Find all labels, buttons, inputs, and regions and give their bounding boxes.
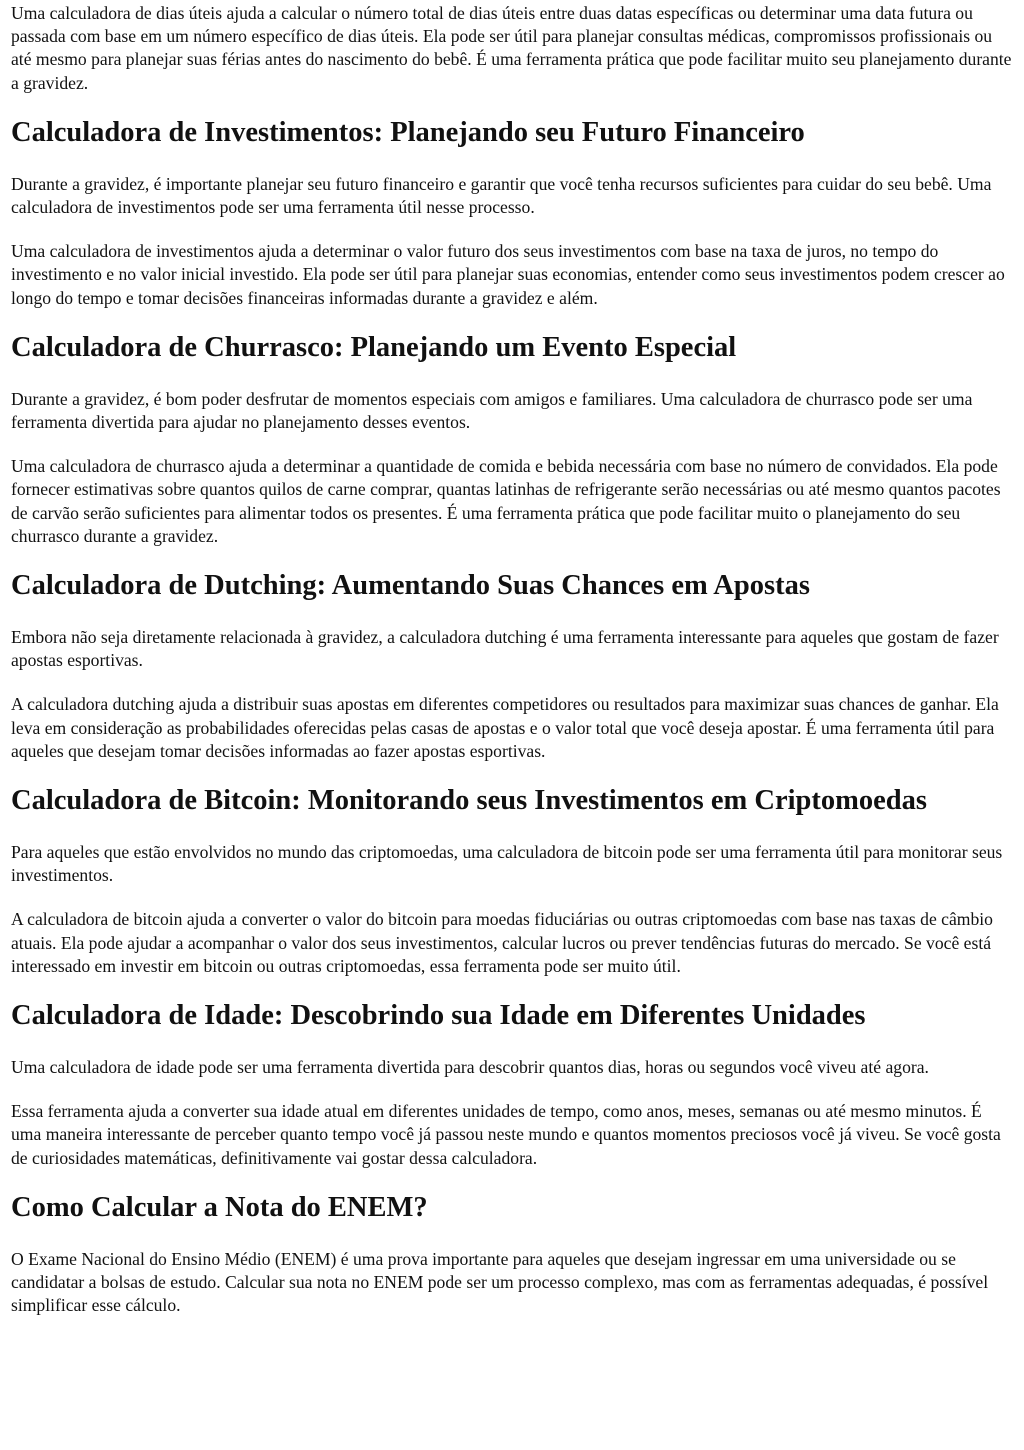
paragraph: Durante a gravidez, é importante planejar seu futuro financeiro e garantir que você tenha recursos suficientes para cuidar do seu bebê. Uma calculadora de investimentos pode ser uma ferramenta útil nesse processo.: [11, 173, 992, 218]
paragraph: Embora não seja diretamente relacionada à gravidez, a calculadora dutching é uma ferramenta interessante para aqueles que gostam de fazer apostas esportivas.: [11, 627, 999, 671]
intro-paragraph: Uma calculadora de dias úteis ajuda a calcular o número total de dias úteis entre duas datas específicas ou determinar uma data futura ou passada com base em um número específico de dias úteis. Ela pode ser útil para planejar consultas médicas, compromissos profissionais ou até mesmo para planejar suas férias antes do nascimento do bebê. É uma ferramenta prática que pode facilitar muito seu planejamento durante a gravidez.: [11, 3, 1012, 93]
article: [0, 2, 1024, 1318]
heading-investimentos: Calculadora de Investimentos: Planejando seu Futuro Financeiro: [11, 116, 805, 148]
paragraph: Uma calculadora de idade pode ser uma ferramenta divertida para descobrir quantos dias, horas ou segundos você viveu até agora.: [11, 1057, 929, 1078]
paragraph: A calculadora de bitcoin ajuda a converter o valor do bitcoin para moedas fiduciárias ou outras criptomoedas com base nas taxas de câmbio atuais. Ela pode ajudar a acompanhar o valor dos seus investimentos, calcular lucros ou prever tendências futuras do mercado. Se você está interessado em investir em bitcoin ou outras criptomoedas, essa ferramenta pode ser muito útil.: [11, 909, 993, 976]
paragraph: A calculadora dutching ajuda a distribuir suas apostas em diferentes competidores ou resultados para maximizar suas chances de ganhar. Ela leva em consideração as probabilidades oferecidas pelas casas de apostas e o valor total que você deseja apostar. É uma ferramenta útil para aqueles que desejam tomar decisões informadas ao fazer apostas esportivas.: [11, 694, 999, 761]
heading-idade: Calculadora de Idade: Descobrindo sua Idade em Diferentes Unidades: [11, 1000, 866, 1032]
heading-dutching: Calculadora de Dutching: Aumentando Suas Chances em Apostas: [11, 570, 810, 602]
paragraph: Para aqueles que estão envolvidos no mundo das criptomoedas, uma calculadora de bitcoin pode ser uma ferramenta útil para monitorar seus investimentos.: [11, 842, 1003, 886]
heading-bitcoin: Calculadora de Bitcoin: Monitorando seus Investimentos em Criptomoedas: [11, 785, 927, 817]
paragraph: O Exame Nacional do Ensino Médio (ENEM) é uma prova importante para aqueles que desejam ingressar em uma universidade ou se candidatar a bolsas de estudo. Calcular sua nota no ENEM pode ser um processo complexo, mas com as ferramentas adequadas, é possível simplificar esse cálculo.: [11, 1248, 989, 1316]
heading-churrasco: Calculadora de Churrasco: Planejando um Evento Especial: [11, 331, 737, 363]
paragraph: Uma calculadora de churrasco ajuda a determinar a quantidade de comida e bebida necessária com base no número de convidados. Ela pode fornecer estimativas sobre quantos quilos de carne comprar, quantas latinhas de refrigerante serão necessárias ou até mesmo quantos pacotes de carvão serão suficientes para alimentar todos os presentes. É uma ferramenta prática que pode facilitar muito o planejamento do seu churrasco durante a gravidez.: [11, 456, 1001, 546]
paragraph: Durante a gravidez, é bom poder desfrutar de momentos especiais com amigos e familiares. Uma calculadora de churrasco pode ser uma ferramenta divertida para ajudar no planejamento desses eventos.: [11, 388, 973, 433]
paragraph: Essa ferramenta ajuda a converter sua idade atual em diferentes unidades de tempo, como anos, meses, semanas ou até mesmo minutos. É uma maneira interessante de perceber quanto tempo você já passou neste mundo e quantos momentos preciosos você já viveu. Se você gosta de curiosidades matemáticas, definitivamente vai gostar dessa calculadora.: [11, 1101, 1001, 1168]
paragraph: Uma calculadora de investimentos ajuda a determinar o valor futuro dos seus investimentos com base na taxa de juros, no tempo do investimento e no valor inicial investido. Ela pode ser útil para planejar suas economias, entender como seus investimentos podem crescer ao longo do tempo e tomar decisões financeiras informadas durante a gravidez e além.: [11, 241, 1005, 308]
heading-enem: Como Calcular a Nota do ENEM?: [11, 1191, 428, 1223]
